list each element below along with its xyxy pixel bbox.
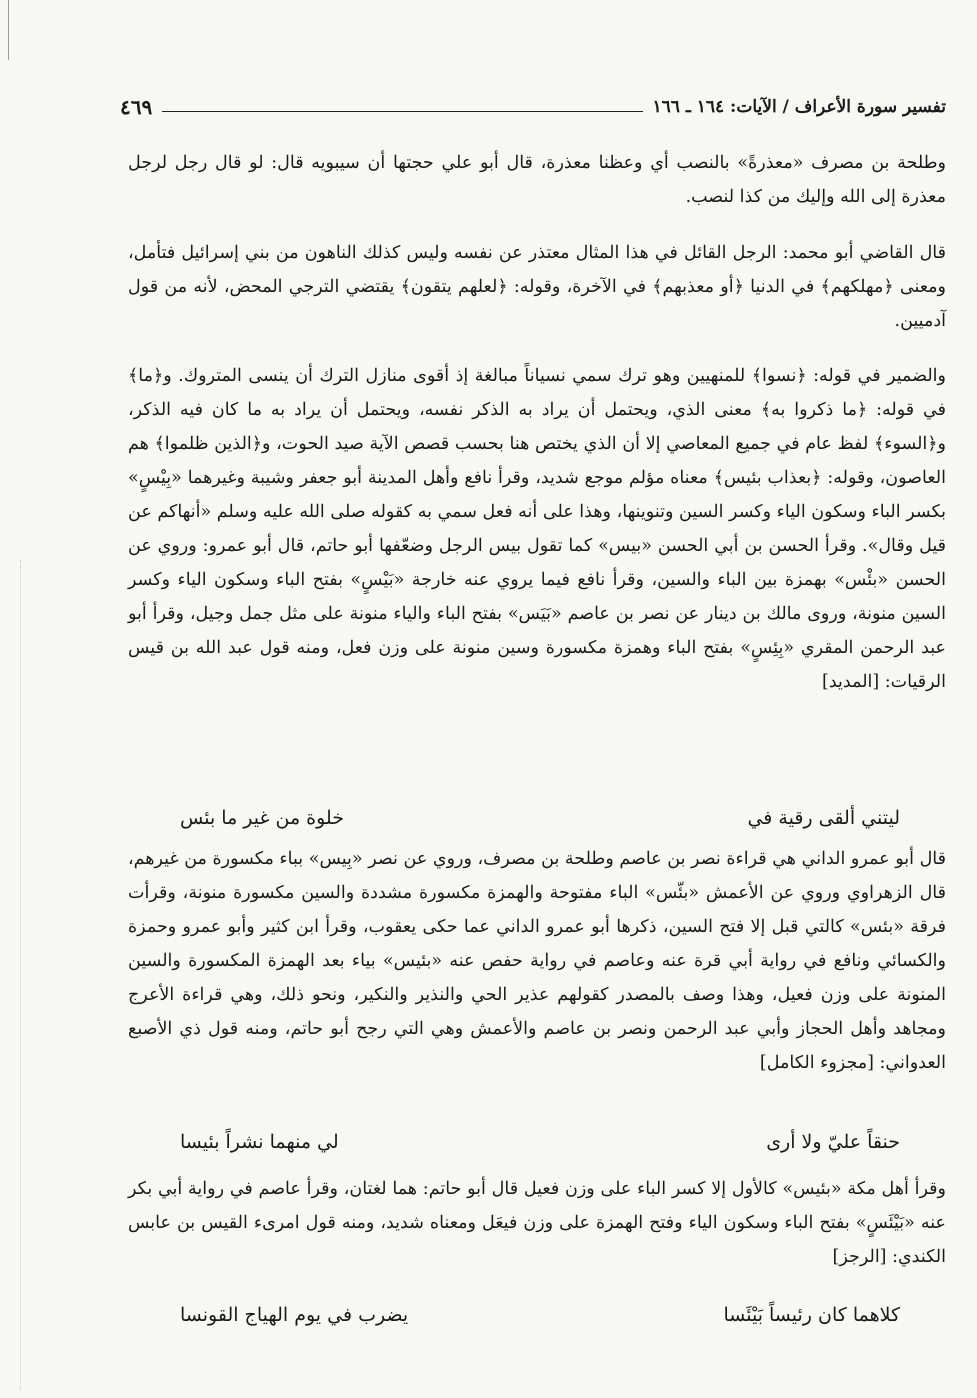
- header-title: تفسير سورة الأعراف / الآيات: ١٦٤ ـ ١٦٦: [652, 97, 946, 117]
- paragraph-5: [128, 1172, 946, 1274]
- page-number: ٤٦٩: [120, 95, 153, 119]
- verse-3-first-hemistich: كلاهما كان رئيساً بَيْئَسا: [723, 1304, 900, 1326]
- verse-2-second-hemistich: لي منهما نشراً بئيسا: [180, 1131, 339, 1153]
- paragraph-3-text: والضمير في قوله: ﴿نسوا﴾ للمنهيين وهو ترك سمي نسياناً مبالغة إذ أقوى منازل الترك أن ينسى المتروك. و﴿ما﴾ في قوله: ﴿ما ذكروا به﴾ معنى الذي، ويحتمل أن يراد به الذكر نفسه، ويحتمل أن يراد به ما كان فيه الذكر، و﴿السوء﴾ لفظ عام في جميع المعاصي إلا أن الذي يختص هنا بحسب قصص الآية صيد الحوت، و﴿الذين ظلموا﴾ هم العاصون، وقوله: ﴿بعذاب بئيس﴾ معناه مؤلم موجع شديد، وقرأ نافع وأهل المدينة أبو جعفر وشيبة وغيرهما «بِيْسٍ» بكسر الباء وسكون الياء وكسر السين وتنوينها، وهذا على أنه فعل سمي به كقوله صلى الله عليه وسلم «أنهاكم عن قيل وقال». وقرأ الحسن بن أبي الحسن «بيس» كما تقول بيس الرجل وضعّفها أبو حاتم، قال أبو عمرو: وروي عن الحسن «بئْس» بهمزة بين الباء والسين، وقرأ نافع فيما يروي عنه خارجة «بَيْسٍ» بفتح الباء وسكون الياء وكسر السين منونة، وروى مالك بن دينار عن نصر بن عاصم «بَيَس» بفتح الباء والياء منونة على مثل جمل وجيل، وقرأ أبو عبد الرحمن المقري «بِئِسٍ» بفتح الباء وهمزة مكسورة وسين منونة على وزن فعل، ومنه قول عبد الله بن قيس الرقيات: [المديد]: [128, 366, 946, 692]
- paragraph-2-text: قال القاضي أبو محمد: الرجل القائل في هذا المثال معتذر عن نفسه وليس كذلك الناهون من بني إسرائيل فتأمل، ومعنى ﴿مهلكهم﴾ في الدنيا ﴿أو معذبهم﴾ في الآخرة، وقوله: ﴿لعلهم يتقون﴾ يقتضي الترجي المحض، لأنه من قول آدميين.: [128, 243, 946, 331]
- scan-edge-line: [8, 0, 9, 60]
- paragraph-1-text: وطلحة بن مصرف «معذرةً» بالنصب أي وعظنا معذرة، قال أبو علي حجتها أن سيبويه قال: لو قال رجل لرجل معذرة إلى الله وإليك من كذا لنصب.: [128, 153, 946, 207]
- paragraph-3: [128, 359, 946, 699]
- paragraph-4-text: قال أبو عمرو الداني هي قراءة نصر بن عاصم وطلحة بن مصرف، وروي عن نصر «بِيس» بباء مكسورة من غيرهم، قال الزهراوي وروي عن الأعمش «بئّس» الباء مفتوحة والهمزة مكسورة مشددة والسين مكسورة منونة، وقرأت فرقة «بئس» كالتي قبل إلا فتح السين، ذكرها أبو عمرو الداني عما حكى يعقوب، وقرأ ابن كثير وأبو عمرو وحمزة والكسائي ونافع في رواية أبي قرة عنه وعاصم في رواية حفص عنه «بئيس» بياء بعد الهمزة المكسورة والسين المنونة على وزن فعيل، وهذا وصف بالمصدر كقولهم عذير الحي والنذير والنكير، ونحو ذلك، وهي قراءة الأعرج ومجاهد وأهل الحجاز وأبي عبد الرحمن ونصر بن عاصم والأعمش وهي التي رجح أبو حاتم، ومنه قول ذي الأصبع العدواني: [مجزوء الكامل]: [128, 849, 946, 1073]
- verse-3-second-hemistich: يضرب في يوم الهياج القونسا: [180, 1304, 409, 1326]
- verse-1-first-hemistich: ليتني ألقى رقية في: [747, 807, 900, 829]
- verse-1-second-hemistich: خلوة من غير ما بئس: [180, 807, 344, 829]
- paragraph-1: [128, 146, 946, 214]
- verse-2-first-hemistich: حنقاً عليّ ولا أرى: [766, 1131, 900, 1153]
- paragraph-5-text: وقرأ أهل مكة «بئيس» كالأول إلا كسر الباء على وزن فعيل قال أبو حاتم: هما لغتان، وقرأ عاصم في رواية أبي بكر عنه «بَيْئَسٍ» بفتح الباء وسكون الياء وفتح الهمزة على وزن فيعَل ومعناه شديد، ومنه قول امرىء القيس بن عابس الكندي: [الرجز]: [128, 1179, 946, 1267]
- verse-3: [180, 1300, 900, 1330]
- verse-2: [180, 1127, 900, 1157]
- paragraph-2: [128, 236, 946, 338]
- running-header: [120, 92, 946, 122]
- header-rule: [162, 111, 642, 112]
- scan-edge-dots: [20, 560, 22, 1390]
- paragraph-4: [128, 842, 946, 1080]
- verse-1: [180, 803, 900, 833]
